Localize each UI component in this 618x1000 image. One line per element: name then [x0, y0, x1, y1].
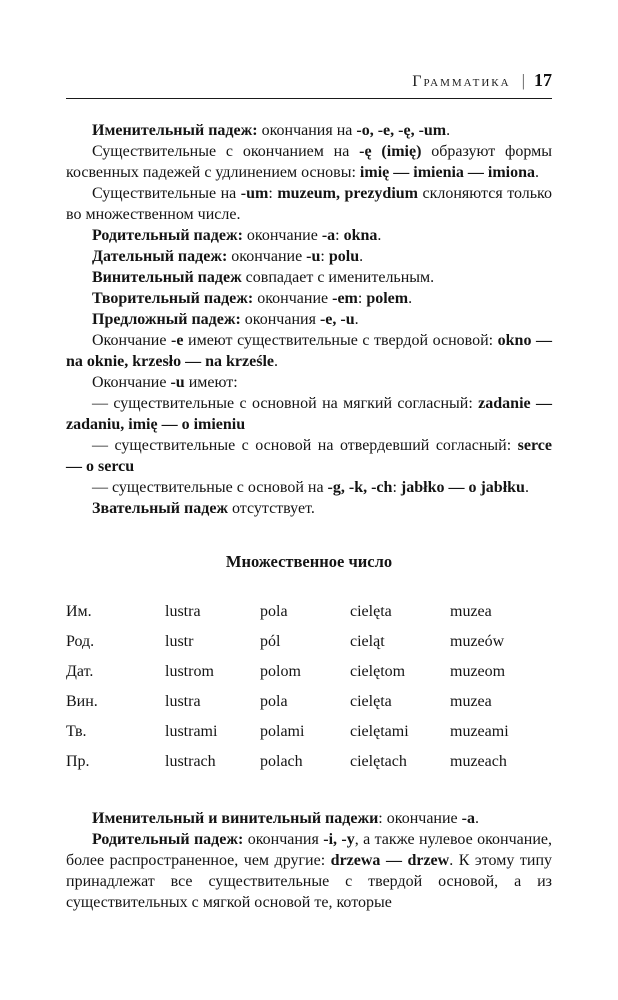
- text-run: — существительные с основой на отвердевший согласный:: [92, 437, 518, 454]
- text-run: serce — o sercu: [66, 437, 552, 475]
- paragraph: [66, 183, 552, 225]
- table-row: [66, 656, 552, 686]
- word-cell: cielętom: [350, 662, 406, 680]
- word-cell: lustrach: [165, 752, 216, 770]
- text-run: имеют существительные с твердой основой:: [183, 332, 498, 349]
- text-run: Окончание: [92, 332, 172, 349]
- case-label: Тв.: [66, 722, 87, 740]
- text-run: zadanie — zadaniu, imię — o imieniu: [66, 395, 552, 433]
- text-run: polem: [366, 290, 409, 307]
- word-cell: muzea: [450, 602, 492, 620]
- text-run: .: [524, 479, 529, 496]
- text-run: окончания: [243, 831, 324, 848]
- paragraph: [66, 330, 552, 372]
- text-run: .: [408, 290, 413, 307]
- text-run: okno — na oknie, krzesło — na krześle: [66, 332, 553, 370]
- word-cell: lustra: [165, 602, 201, 620]
- text-run: .: [474, 810, 479, 827]
- text-run: Творительный падеж:: [92, 290, 254, 307]
- text-run: polu: [328, 248, 360, 265]
- text-run: склоняются только во множественном числе.: [66, 185, 552, 223]
- text-run: .: [446, 122, 451, 139]
- page-number: 17: [534, 70, 552, 90]
- text-run: .: [535, 164, 540, 181]
- text-run: -u: [306, 248, 321, 265]
- text-run: okna: [343, 227, 378, 244]
- paragraph: [66, 808, 552, 829]
- word-cell: lustrami: [165, 722, 218, 740]
- text-run: Родительный падеж:: [92, 227, 243, 244]
- page-body: [66, 120, 552, 913]
- word-cell: muzeami: [450, 722, 509, 740]
- word-cell: lustra: [165, 692, 201, 710]
- running-head-title: Грамматика: [412, 73, 511, 90]
- paragraph-block-bottom: [66, 808, 552, 913]
- text-run: -a: [321, 227, 336, 244]
- text-run: .: [359, 248, 364, 265]
- text-run: Существительные на: [92, 185, 241, 202]
- text-run: Родительный падеж:: [92, 831, 244, 848]
- text-run: Винительный падеж: [92, 269, 242, 286]
- paragraph: [66, 288, 552, 309]
- word-cell: lustr: [165, 632, 194, 650]
- text-run: Существительные с окончанием на: [92, 143, 360, 160]
- case-label: Дат.: [66, 662, 94, 680]
- table-row: [66, 716, 552, 746]
- text-run: -ę (imię): [359, 143, 422, 160]
- text-run: :: [268, 185, 278, 202]
- text-run: окончание: [253, 290, 333, 307]
- table-row: [66, 596, 552, 626]
- text-run: Именительный падеж:: [92, 122, 258, 139]
- word-cell: cielęta: [350, 602, 392, 620]
- text-run: Именительный и винительный падежи: [92, 810, 379, 827]
- word-cell: cielęta: [350, 692, 392, 710]
- paragraph: [66, 372, 552, 393]
- text-run: окончания: [240, 311, 320, 328]
- text-run: . К этому типу принадлежат все существительные с твердой основой, а из существительных с мягкой основой те, которые: [66, 852, 553, 911]
- case-label: Род.: [66, 632, 95, 650]
- word-cell: pola: [260, 692, 288, 710]
- text-run: .: [274, 353, 278, 370]
- paragraph: [66, 246, 552, 267]
- word-cell: pola: [260, 602, 288, 620]
- text-run: -u: [170, 374, 185, 391]
- word-cell: cielętami: [350, 722, 409, 740]
- text-run: :: [392, 479, 401, 496]
- text-run: окончание: [227, 248, 307, 265]
- word-cell: cieląt: [350, 632, 385, 650]
- text-run: -g, -k, -ch: [327, 479, 393, 496]
- text-run: Звательный падеж: [92, 500, 229, 517]
- text-run: :: [320, 248, 329, 265]
- word-cell: muzea: [450, 692, 492, 710]
- text-run: окончания на: [257, 122, 357, 139]
- section-heading: Множественное число: [225, 552, 393, 571]
- text-run: -um: [240, 185, 269, 202]
- text-run: образуют формы косвенных падежей с удлинением основы:: [66, 143, 553, 181]
- text-run: Предложный падеж:: [92, 311, 241, 328]
- text-run: Дательный падеж:: [92, 248, 228, 265]
- text-run: — существительные с основой на: [92, 479, 328, 496]
- word-cell: muzeów: [450, 632, 505, 650]
- table-row: [66, 626, 552, 656]
- word-cell: muzeom: [450, 662, 506, 680]
- text-run: -e: [171, 332, 184, 349]
- case-label: Пр.: [66, 752, 90, 770]
- case-label: Вин.: [66, 692, 98, 710]
- table-row: [66, 686, 552, 716]
- text-run: имеют:: [184, 374, 238, 391]
- paragraph: [66, 309, 552, 330]
- paragraph: [66, 225, 552, 246]
- word-cell: polami: [260, 722, 305, 740]
- paragraph: [66, 267, 552, 288]
- text-run: .: [377, 227, 382, 244]
- paragraph: [66, 120, 552, 141]
- declension-table: [66, 596, 552, 776]
- word-cell: pól: [260, 632, 281, 650]
- paragraph: [66, 393, 552, 435]
- paragraph: [66, 141, 552, 183]
- text-run: окончание: [242, 227, 322, 244]
- word-cell: muzeach: [450, 752, 507, 770]
- running-head-separator: |: [521, 71, 525, 90]
- paragraph: [66, 498, 552, 519]
- text-run: : окончание: [378, 810, 462, 827]
- text-run: -e, -u: [319, 311, 355, 328]
- text-run: -o, -e, -ę, -um: [356, 122, 447, 139]
- text-run: :: [357, 290, 367, 307]
- header-rule: [66, 98, 552, 99]
- text-run: :: [335, 227, 344, 244]
- text-run: imię — imienia — imiona: [359, 164, 536, 181]
- paragraph: [66, 477, 552, 498]
- paragraph: [66, 829, 552, 913]
- text-run: -em: [332, 290, 358, 307]
- text-run: — существительные с основной на мягкий согласный:: [92, 395, 479, 412]
- text-run: Окончание: [92, 374, 171, 391]
- paragraph-block-top: [66, 120, 552, 519]
- text-run: отсутствует.: [228, 500, 315, 517]
- case-label: Им.: [66, 602, 92, 620]
- text-run: .: [354, 311, 359, 328]
- running-head: [66, 0, 552, 91]
- text-run: -i, -y: [323, 831, 355, 848]
- text-run: -a: [461, 810, 475, 827]
- word-cell: cielętach: [350, 752, 407, 770]
- table-row: [66, 746, 552, 776]
- word-cell: polach: [260, 752, 303, 770]
- paragraph: [66, 435, 552, 477]
- text-run: совпадает с именительным.: [241, 269, 435, 286]
- text-run: muzeum, prezydium: [277, 185, 418, 202]
- word-cell: polom: [260, 662, 301, 680]
- text-run: , а также нулевое окончание, более распространенное, чем другие:: [66, 831, 552, 869]
- text-run: drzewa — drzew: [330, 852, 450, 869]
- word-cell: lustrom: [165, 662, 214, 680]
- text-run: jabłko — o jabłku: [400, 479, 525, 496]
